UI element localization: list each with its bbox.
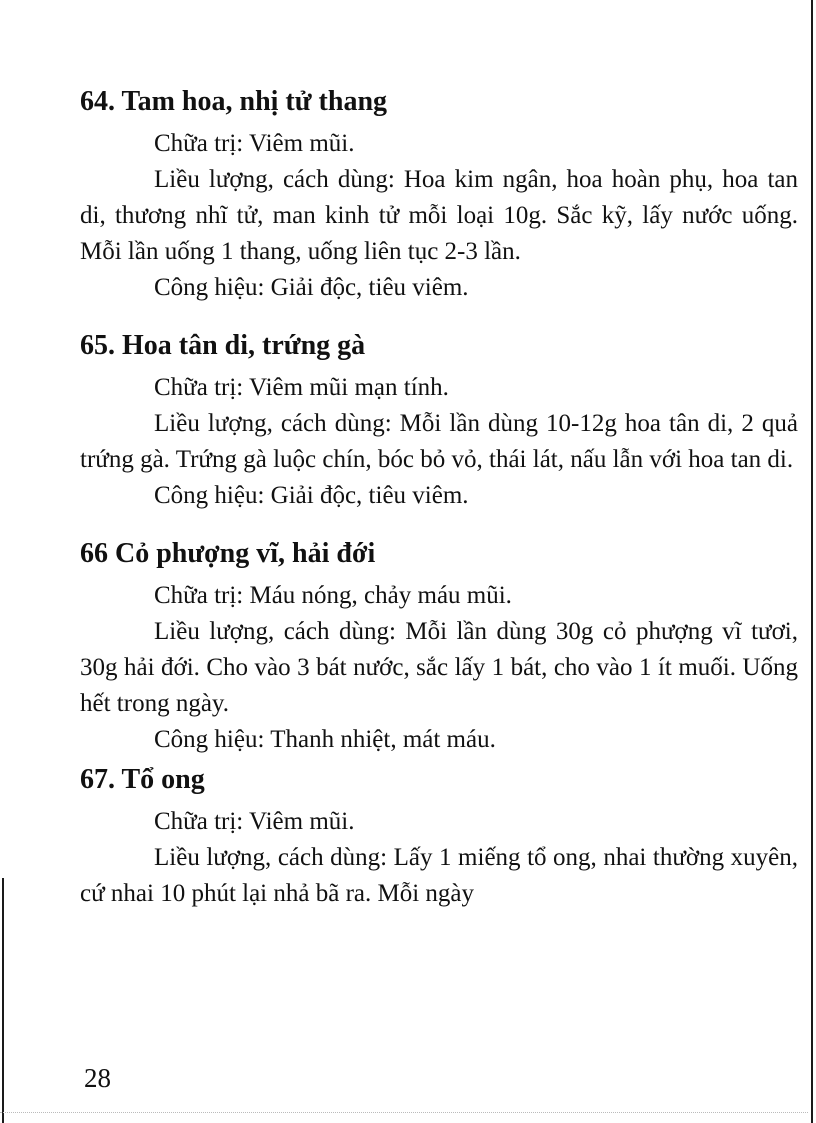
recipe-heading: 64. Tam hoa, nhị tử thang [80, 86, 388, 117]
recipe-66 [80, 536, 798, 758]
section-gap [80, 306, 798, 328]
recipe-65 [80, 328, 798, 514]
recipe-heading: 67. Tổ ong [80, 764, 205, 795]
recipe-treats: Chữa trị: Viêm mũi mạn tính. [154, 374, 449, 401]
recipe-dosage: Liều lượng, cách dùng: Mỗi lần dùng 10-12g hoa tân di, 2 quả trứng gà. Trứng gà luộc chín, bóc bỏ vỏ, thái lát, nấu lẫn với hoa tan di. [80, 410, 798, 473]
scan-edge-right [811, 0, 813, 1123]
recipe-treats: Chữa trị: Viêm mũi. [154, 808, 355, 835]
scan-edge-left [2, 878, 4, 1123]
scan-edge-bottom [0, 1112, 808, 1113]
recipe-dosage: Liều lượng, cách dùng: Lấy 1 miếng tổ ong, nhai thường xuyên, cứ nhai 10 phút lại nhả bã ra. Mỗi ngày [80, 844, 798, 907]
recipe-dosage: Liều lượng, cách dùng: Hoa kim ngân, hoa hoàn phụ, hoa tan di, thương nhĩ tử, man kinh tử mỗi loại 10g. Sắc kỹ, lấy nước uống. Mỗi lần uống 1 thang, uống liên tục 2-3 lần. [80, 166, 798, 265]
recipe-dosage: Liều lượng, cách dùng: Mỗi lần dùng 30g cỏ phượng vĩ tươi, 30g hải đới. Cho vào 3 bát nước, sắc lấy 1 bát, cho vào 1 ít muối. Uống hết trong ngày. [80, 618, 798, 717]
recipe-heading: 65. Hoa tân di, trứng gà [80, 330, 366, 361]
page-content [80, 84, 798, 912]
recipe-64 [80, 84, 798, 306]
section-gap [80, 514, 798, 536]
recipe-67 [80, 762, 798, 912]
recipe-effect: Công hiệu: Thanh nhiệt, mát máu. [154, 726, 496, 753]
page-number: 28 [84, 1063, 111, 1093]
recipe-treats: Chữa trị: Viêm mũi. [154, 130, 355, 157]
recipe-treats: Chữa trị: Máu nóng, chảy máu mũi. [154, 582, 512, 609]
recipe-heading: 66 Cỏ phượng vĩ, hải đới [80, 538, 376, 569]
recipe-effect: Công hiệu: Giải độc, tiêu viêm. [154, 274, 469, 301]
recipe-effect: Công hiệu: Giải độc, tiêu viêm. [154, 482, 469, 509]
